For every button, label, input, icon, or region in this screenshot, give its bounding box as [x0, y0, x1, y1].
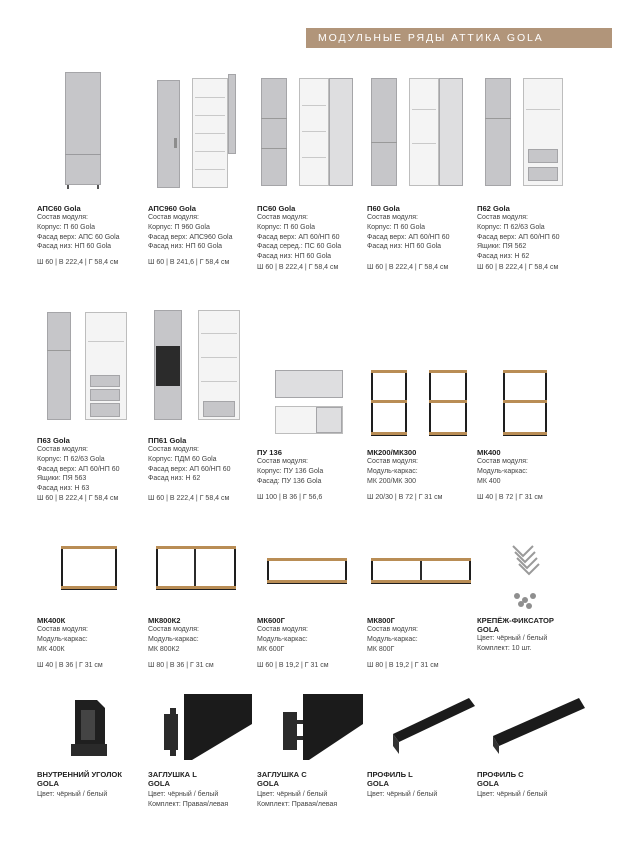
product-name: КРЕПЁЖ-ФИКСАТОР	[477, 616, 554, 625]
corner-piece-icon	[67, 694, 113, 762]
product-name: ЗАГЛУШКА С	[257, 770, 307, 779]
product-spec: Ящики: ПЯ 563	[37, 475, 87, 483]
product-image	[477, 688, 585, 770]
product-name: МК800К2	[148, 616, 181, 625]
product-image	[367, 70, 475, 204]
profile-rail-icon	[385, 694, 477, 760]
product-dimensions: Ш 100 | В 36 | Г 56,6	[257, 494, 323, 502]
product-image	[477, 536, 585, 616]
product-spec: Состав модуля:	[148, 446, 199, 453]
product-name: МК400К	[37, 616, 66, 625]
product-card-end-cap-c	[257, 688, 365, 810]
product-card-profile-c	[477, 688, 585, 800]
product-card-mk800g	[367, 536, 475, 671]
product-spec: Модуль-каркас:	[257, 635, 308, 643]
product-spec: Цвет: чёрный / белый	[477, 791, 548, 798]
product-name: АПС960 Gola	[148, 204, 196, 213]
product-name-suffix: GOLA	[37, 779, 59, 788]
product-card-p60	[367, 70, 475, 273]
product-image	[148, 536, 256, 616]
product-image	[37, 70, 145, 204]
product-dimensions: Ш 80 | В 36 | Г 31 см	[148, 662, 214, 670]
product-spec: Фасад низ: Н 62	[477, 253, 530, 261]
product-name: ВНУТРЕННИЙ УГОЛОК	[37, 770, 122, 779]
product-image	[257, 70, 365, 204]
product-spec: МК 400К	[37, 645, 65, 653]
product-spec: Состав модуля:	[37, 214, 88, 221]
product-spec: Фасад верх: АПС960 Gola	[148, 233, 233, 241]
product-card-inner-corner	[37, 688, 145, 800]
product-spec: Состав модуля:	[477, 214, 528, 221]
product-spec: Состав модуля:	[257, 458, 308, 465]
product-spec: Фасад верх: АПС 60 Gola	[37, 233, 120, 241]
product-spec: Фасад низ: НП 60 Gola	[148, 243, 223, 251]
product-image	[148, 70, 256, 204]
product-name: П60 Gola	[367, 204, 400, 213]
product-name-suffix: GOLA	[477, 779, 499, 788]
product-spec: Корпус: ПУ 136 Gola	[257, 467, 324, 475]
product-dimensions: Ш 80 | В 19,2 | Г 31 см	[367, 662, 439, 670]
product-spec: Фасад низ: НП 60 Gola	[257, 253, 332, 261]
product-spec: Модуль-каркас:	[37, 635, 88, 643]
product-spec: Фасад верх: АП 60/НП 60	[148, 465, 231, 473]
product-spec: Состав модуля:	[367, 458, 418, 465]
product-spec: Комплект: Правая/левая	[148, 800, 229, 808]
product-spec: Фасад серед.: ПС 60 Gola	[257, 243, 342, 251]
product-image	[257, 536, 365, 616]
product-dimensions: Ш 60 | В 222,4 | Г 58,4 см	[367, 264, 449, 272]
section-banner	[306, 28, 612, 48]
product-image	[367, 304, 475, 448]
product-spec: Комплект: Правая/левая	[257, 800, 338, 808]
product-spec: Корпус: ПДМ 60 Gola	[148, 455, 217, 463]
product-spec: Корпус: П 960 Gola	[148, 223, 210, 231]
product-spec: Цвет: чёрный / белый	[148, 791, 219, 798]
product-name: ПРОФИЛЬ С	[477, 770, 524, 779]
product-spec: Состав модуля:	[148, 626, 199, 633]
product-image	[257, 304, 365, 448]
product-spec: Корпус: П 60 Gola	[367, 223, 425, 231]
product-card-fixator	[477, 536, 597, 654]
product-spec: Модуль-каркас:	[477, 467, 528, 475]
product-name: П62 Gola	[477, 204, 510, 213]
product-image	[477, 70, 585, 204]
product-spec: Модуль-каркас:	[148, 635, 199, 643]
product-spec: МК 800К2	[148, 645, 180, 653]
product-name-suffix: GOLA	[367, 779, 389, 788]
product-spec: Фасад низ: Н 62	[148, 475, 201, 483]
product-dimensions: Ш 60 | В 241,6 | Г 58,4 см	[148, 259, 230, 267]
end-cap-icon	[281, 692, 365, 764]
product-spec: Фасад верх: АП 60/НП 60	[367, 233, 450, 241]
product-spec: Состав модуля:	[148, 214, 199, 221]
product-spec: Фасад верх: АП 60/НП 60	[477, 233, 560, 241]
product-spec: Модуль-каркас:	[367, 635, 418, 643]
product-name: МК600Г	[257, 616, 285, 625]
product-spec: Состав модуля:	[37, 446, 88, 453]
product-spec: Корпус: П 60 Gola	[257, 223, 315, 231]
product-spec: Фасад: ПУ 136 Gola	[257, 477, 322, 485]
profile-rail-icon	[487, 694, 587, 760]
product-card-mk600g	[257, 536, 365, 671]
product-card-mk400	[477, 304, 585, 503]
product-spec: Фасад низ: Н 63	[37, 485, 90, 493]
end-cap-icon	[162, 692, 254, 764]
product-card-aps60	[37, 70, 145, 268]
product-dimensions: Ш 60 | В 222,4 | Г 58,4 см	[37, 259, 119, 267]
product-card-mk800k2	[148, 536, 256, 671]
product-name: П63 Gola	[37, 436, 70, 445]
product-name: АПС60 Gola	[37, 204, 81, 213]
product-spec: Состав модуля:	[257, 214, 308, 221]
product-spec: Корпус: П 62/63 Gola	[477, 223, 545, 231]
product-name: ЗАГЛУШКА L	[148, 770, 197, 779]
product-image	[148, 688, 256, 770]
product-spec: Состав модуля:	[367, 626, 418, 633]
product-card-pp61	[148, 304, 256, 504]
product-spec: Цвет: чёрный / белый	[37, 791, 108, 798]
product-name: МК400	[477, 448, 501, 457]
product-spec: Фасад верх: АП 60/НП 60	[257, 233, 340, 241]
product-card-mk400k	[37, 536, 145, 671]
product-name: МК200/МК300	[367, 448, 417, 457]
product-name-suffix: GOLA	[257, 779, 279, 788]
product-card-end-cap-l	[148, 688, 256, 810]
product-name-suffix: GOLA	[148, 779, 170, 788]
product-spec: Фасад верх: АП 60/НП 60	[37, 465, 120, 473]
product-image	[367, 688, 475, 770]
product-spec: Модуль-каркас:	[367, 467, 418, 475]
product-image	[367, 536, 475, 616]
product-spec: Цвет: чёрный / белый	[477, 635, 548, 642]
product-spec: Состав модуля:	[477, 458, 528, 465]
product-image	[148, 304, 256, 436]
product-spec: МК 600Г	[257, 645, 285, 653]
product-card-p62	[477, 70, 585, 273]
product-card-pu136	[257, 304, 365, 503]
product-name-suffix: GOLA	[477, 625, 499, 634]
product-spec: Состав модуля:	[257, 626, 308, 633]
product-spec: Фасад низ: НП 60 Gola	[367, 243, 442, 251]
product-dimensions: Ш 60 | В 222,4 | Г 58,4 см	[477, 263, 559, 271]
product-dimensions: Ш 40 | В 36 | Г 31 см	[37, 662, 103, 670]
product-name: ПП61 Gola	[148, 436, 187, 445]
product-spec: Корпус: П 62/63 Gola	[37, 455, 105, 463]
product-name: МК800Г	[367, 616, 395, 625]
product-spec: Цвет: чёрный / белый	[367, 791, 438, 798]
product-dimensions: Ш 60 | В 222,4 | Г 58,4 см	[148, 495, 230, 503]
product-image	[37, 536, 145, 616]
product-spec: Комплект: 10 шт.	[477, 644, 532, 652]
product-spec: Состав модуля:	[367, 214, 418, 221]
product-image	[37, 304, 145, 436]
product-image	[477, 304, 585, 448]
product-spec: Состав модуля:	[37, 626, 88, 633]
product-dimensions: Ш 20/30 | В 72 | Г 31 см	[367, 494, 443, 502]
product-image	[37, 688, 145, 770]
product-image	[257, 688, 365, 770]
product-dimensions: Ш 60 | В 222,4 | Г 58,4 см	[257, 263, 339, 271]
section-title: МОДУЛЬНЫЕ РЯДЫ АТТИКА GOLA	[318, 32, 544, 44]
product-dimensions: Ш 40 | В 72 | Г 31 см	[477, 494, 543, 502]
product-card-ps60	[257, 70, 365, 273]
product-spec: МК 200/МК 300	[367, 477, 417, 485]
product-spec: Цвет: чёрный / белый	[257, 791, 328, 798]
product-spec: Фасад низ: НП 60 Gola	[37, 243, 112, 251]
product-name: ПРОФИЛЬ L	[367, 770, 413, 779]
product-spec: МК 800Г	[367, 645, 395, 653]
product-dimensions: Ш 60 | В 19,2 | Г 31 см	[257, 662, 329, 670]
product-card-mk200-mk300	[367, 304, 475, 503]
product-name: ПС60 Gola	[257, 204, 296, 213]
product-card-profile-l	[367, 688, 475, 800]
product-spec: Ящики: ПЯ 562	[477, 243, 527, 251]
fastener-icon	[507, 538, 547, 610]
product-card-aps960	[148, 70, 256, 268]
product-card-p63	[37, 304, 145, 504]
product-name: ПУ 136	[257, 448, 282, 457]
product-dimensions: Ш 60 | В 222,4 | Г 58,4 см	[37, 494, 119, 502]
product-spec: Корпус: П 60 Gola	[37, 223, 95, 231]
product-spec: МК 400	[477, 477, 501, 485]
